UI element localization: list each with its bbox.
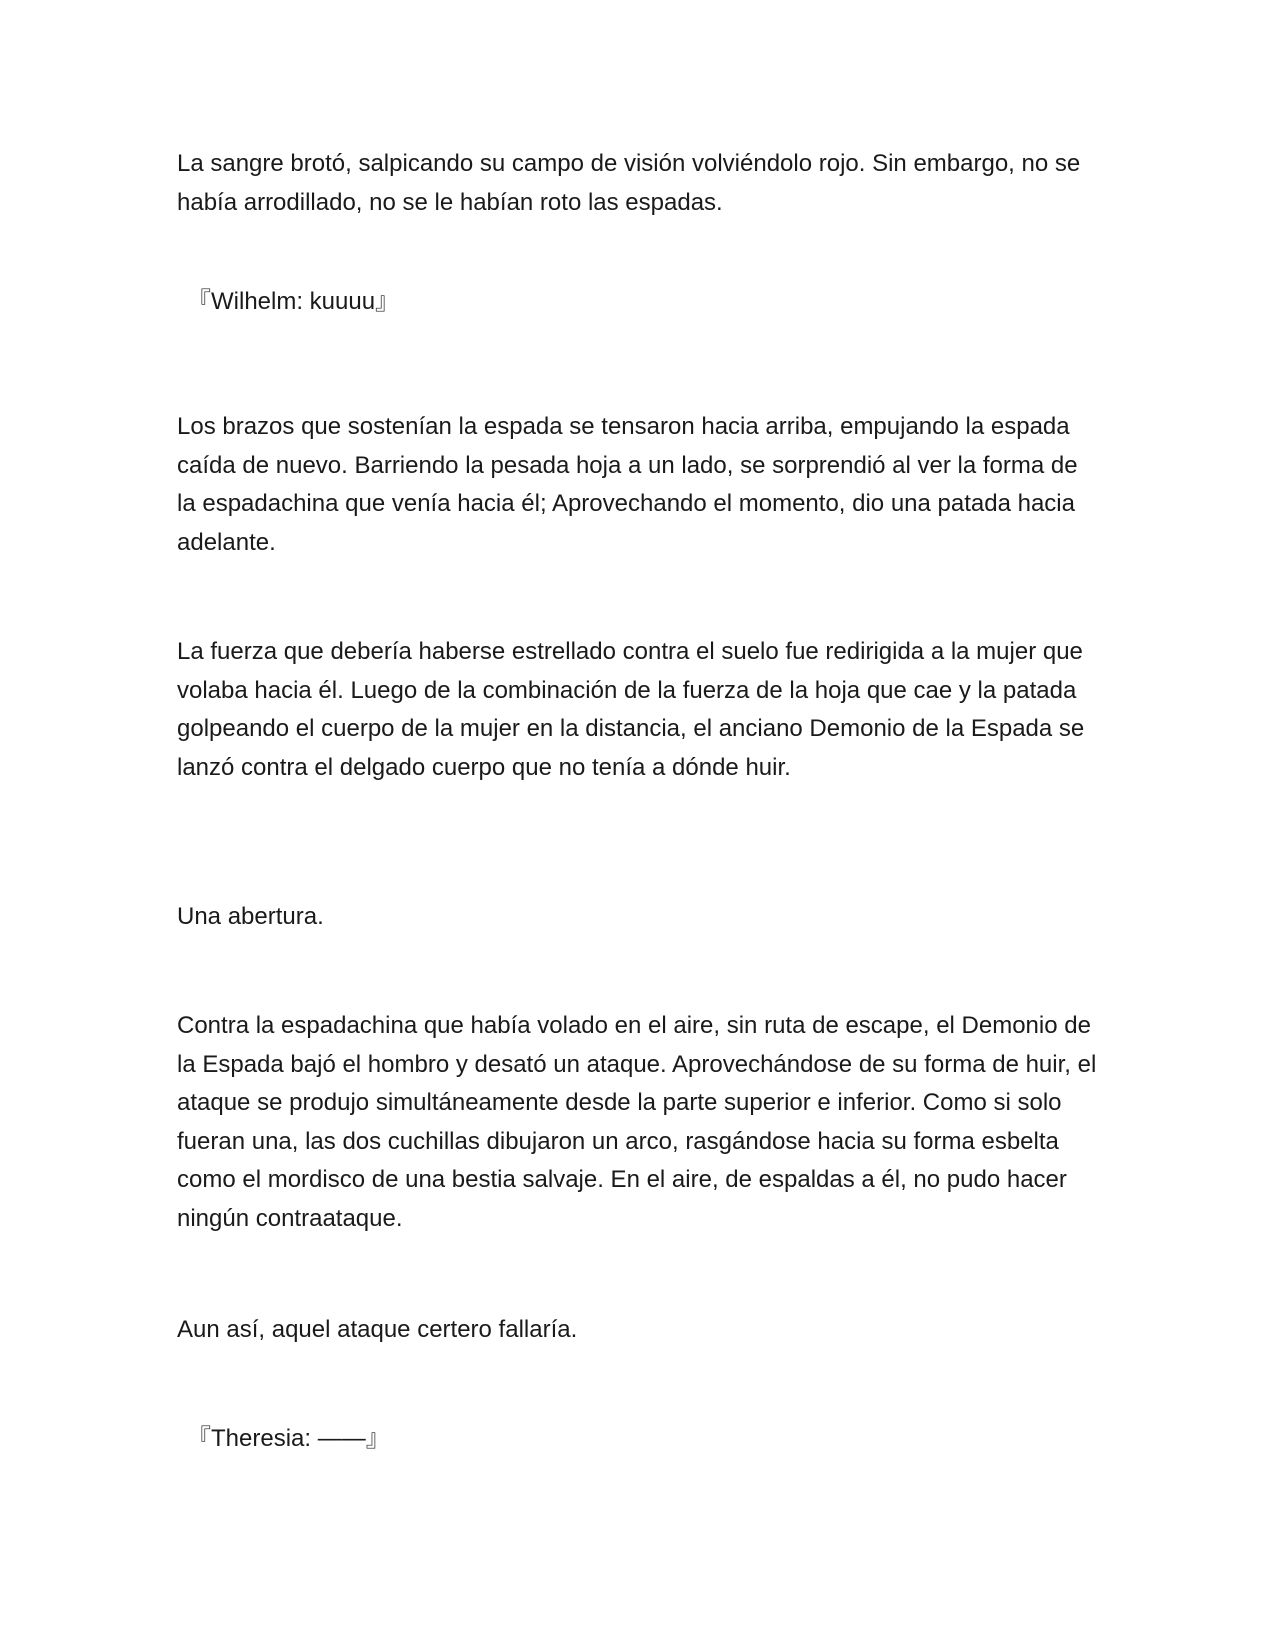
paragraph-opening: Una abertura.	[177, 903, 324, 930]
dialogue-theresia: 『Theresia: ——』	[187, 1425, 390, 1452]
dialogue-wilhelm: 『Wilhelm: kuuuu』	[187, 288, 400, 315]
paragraph-miss: Aun así, aquel ataque certero fallaría.	[177, 1316, 578, 1343]
paragraph-blood: La sangre brotó, salpicando su campo de visión volviéndolo rojo. Sin embargo, no se había arrodillado, no se le habían roto las espadas.	[177, 150, 1081, 216]
paragraph-force: La fuerza que debería haberse estrellado contra el suelo fue redirigida a la mujer que volaba hacia él. Luego de la combinación de la fuerza de la hoja que cae y la patada golpeando el cuerpo de la mujer en la distancia, el anciano Demonio de la Espada se lanzó contra el delgado cuerpo que no tenía a dónde huir.	[177, 638, 1085, 781]
paragraph-attack: Contra la espadachina que había volado en el aire, sin ruta de escape, el Demonio de la Espada bajó el hombro y desató un ataque. Aprovechándose de su forma de huir, el ataque se produjo simultáneamente desde la parte superior e inferior. Como si solo fueran una, las dos cuchillas dibujaron un arco, rasgándose hacia su forma esbelta como el mordisco de una bestia salvaje. En el aire, de espaldas a él, no pudo hacer ningún contraataque.	[177, 1012, 1097, 1232]
paragraph-arms: Los brazos que sostenían la espada se tensaron hacia arriba, empujando la espada caída de nuevo. Barriendo la pesada hoja a un lado, se sorprendió al ver la forma de la espadachina que venía hacia él; Aprovechando el momento, dio una patada hacia adelante.	[177, 413, 1078, 556]
